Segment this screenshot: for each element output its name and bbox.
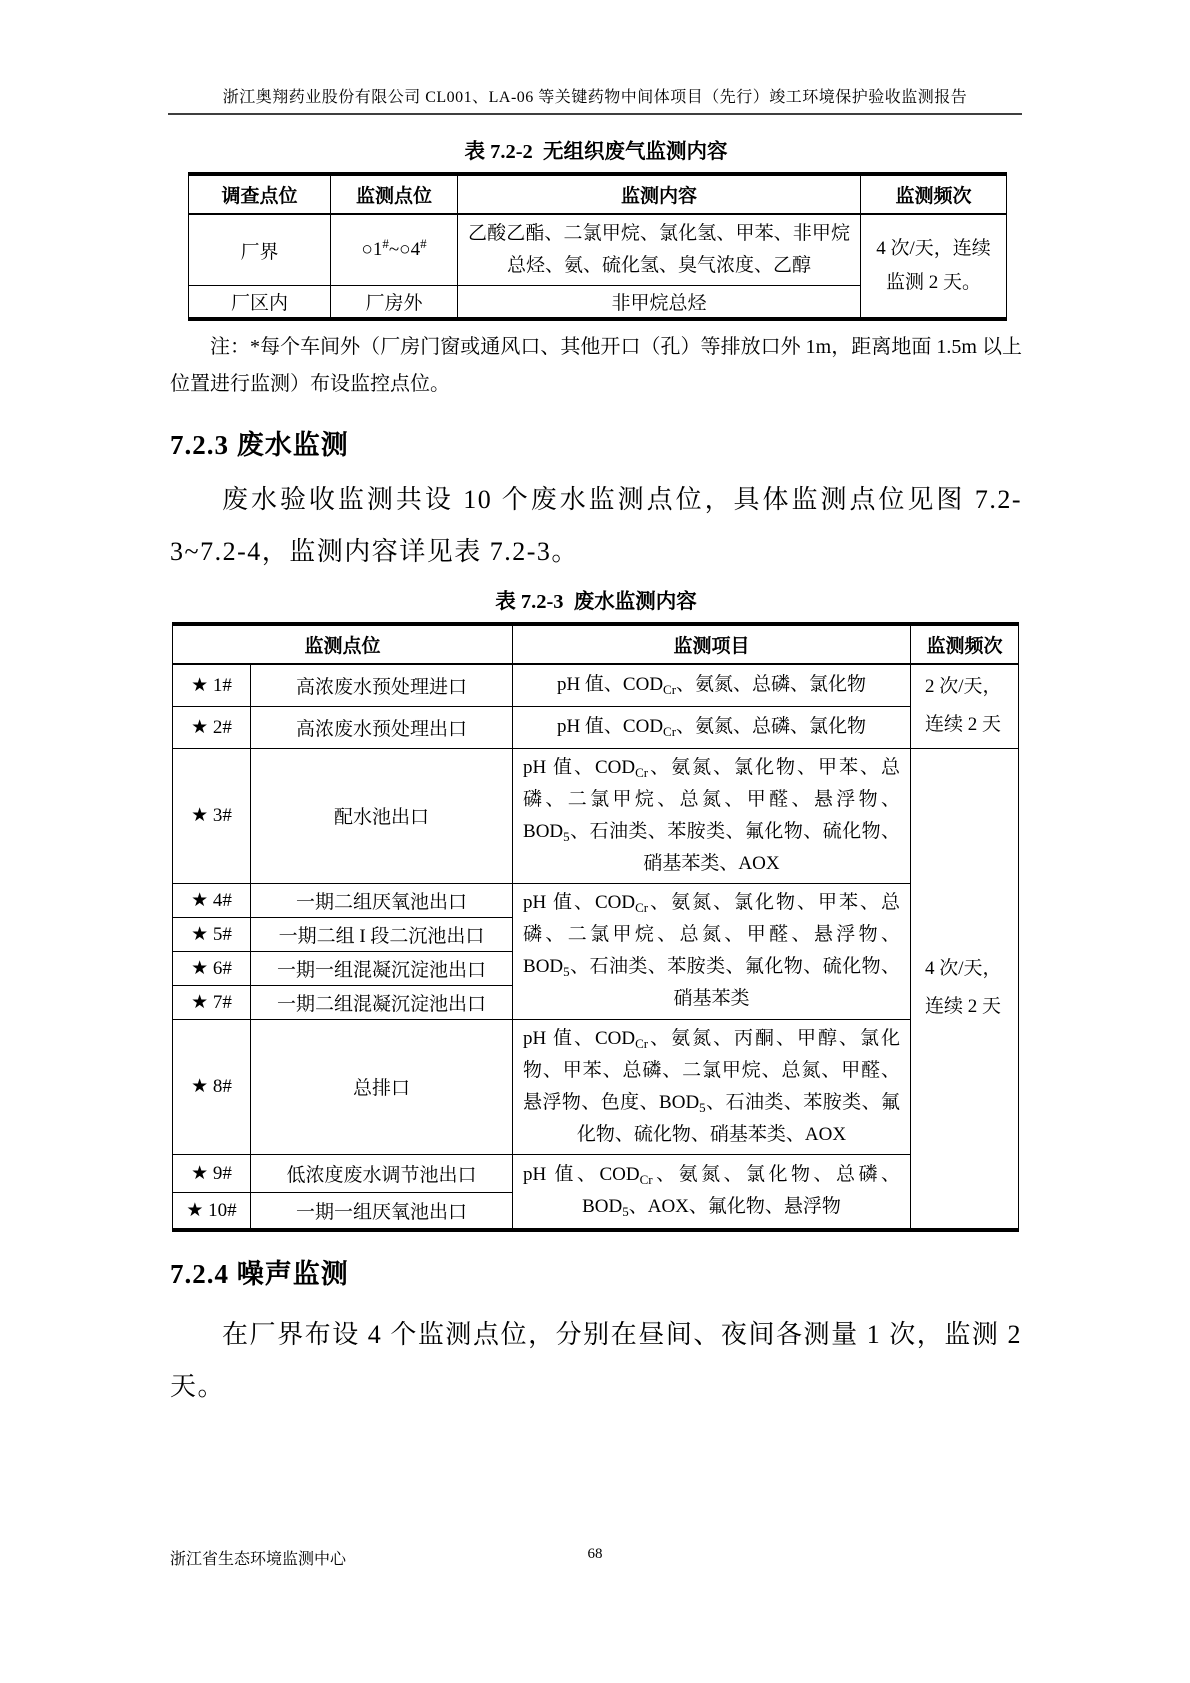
site-name-cell: 低浓度废水调节池出口 [251, 1154, 513, 1192]
footer-organization: 浙江省生态环境监测中心 [170, 1551, 347, 1568]
col-header-items: 监测项目 [513, 624, 911, 664]
wastewater-monitoring-table [172, 622, 1019, 1232]
site-name-cell: 总排口 [251, 1019, 513, 1154]
items-cell: pH 值、$COD_{Cr}$、氨氮、氯化物、总磷、$BOD_5$、AOX、氟化物、悬浮物 [513, 1154, 911, 1230]
table-header-row [173, 624, 1019, 664]
site-name-cell: 一期一组混凝沉淀池出口 [251, 951, 513, 985]
site-name-cell: 高浓废水预处理进口 [251, 664, 513, 706]
site-id-cell: ★ 9# [173, 1154, 251, 1192]
monitor-site-cell: ○1#~○4# [331, 214, 458, 286]
items-cell: pH 值、$COD_{Cr}$、氨氮、氯化物、甲苯、总磷、二氯甲烷、总氮、甲醛、悬浮物、$BOD_5$、石油类、苯胺类、氟化物、硫化物、硝基苯类 [513, 883, 911, 1019]
site-name-cell: 高浓废水预处理出口 [251, 706, 513, 748]
site-id-cell: ★ 4# [173, 883, 251, 917]
site-id-cell: ★ 5# [173, 917, 251, 951]
table-row [173, 748, 1019, 883]
site-id-cell: ★ 8# [173, 1019, 251, 1154]
frequency-cell: 4 次/天，连续监测 2 天。 [861, 214, 1007, 319]
site-id-cell: ★ 3# [173, 748, 251, 883]
table-row [173, 664, 1019, 706]
table-row [173, 883, 1019, 917]
noise-paragraph: 在厂界布设 4 个监测点位，分别在昼间、夜间各测量 1 次，监测 2 天。 [170, 1320, 1022, 1401]
monitor-site-cell: 厂房外 [331, 286, 458, 320]
frequency-cell: 4 次/天，连续 2 天 [911, 748, 1019, 1230]
col-header-content: 监测内容 [458, 174, 861, 214]
gas-monitoring-table [188, 172, 1007, 321]
page-number: 68 [587, 1546, 603, 1562]
items-cell: pH 值、$COD_{Cr}$、氨氮、总磷、氯化物 [513, 664, 911, 706]
site-id-cell: ★ 6# [173, 951, 251, 985]
site-name-cell: 配水池出口 [251, 748, 513, 883]
col-header-monitor-site: 监测点位 [331, 174, 458, 214]
items-cell: pH 值、$COD_{Cr}$、氨氮、丙酮、甲醇、氯化物、甲苯、总磷、二氯甲烷、总氮、甲醛、悬浮物、色度、$BOD_5$、石油类、苯胺类、氟化物、硫化物、硝基苯类、AOX [513, 1019, 911, 1154]
col-header-monitor-site: 监测点位 [173, 624, 513, 664]
section-heading-wastewater: 7.2.3 废水监测 [170, 430, 349, 460]
frequency-cell: 2 次/天，连续 2 天 [911, 664, 1019, 748]
table-note: 注：*每个车间外（厂房门窗或通风口、其他开口（孔）等排放口外 1m，距离地面 1.5m 以上位置进行监测）布设监控点位。 [170, 336, 1022, 395]
items-cell: pH 值、$COD_{Cr}$、氨氮、总磷、氯化物 [513, 706, 911, 748]
site-id-cell: ★ 10# [173, 1192, 251, 1230]
site-name-cell: 一期二组混凝沉淀池出口 [251, 985, 513, 1019]
page-footer [0, 1546, 1190, 1570]
table-row [173, 1154, 1019, 1192]
site-name-cell: 一期二组厌氧池出口 [251, 883, 513, 917]
table-row [189, 214, 1007, 286]
col-header-survey-site: 调查点位 [189, 174, 331, 214]
survey-site-cell: 厂界 [189, 214, 331, 286]
items-cell: pH 值、$COD_{Cr}$、氨氮、氯化物、甲苯、总磷、二氯甲烷、总氮、甲醛、悬浮物、$BOD_5$、石油类、苯胺类、氟化物、硫化物、硝基苯类、AOX [513, 748, 911, 883]
page-content [170, 128, 1022, 1413]
site-id-cell: ★ 1# [173, 664, 251, 706]
col-header-frequency: 监测频次 [911, 624, 1019, 664]
section-heading-noise: 7.2.4 噪声监测 [170, 1259, 349, 1289]
table-row [173, 706, 1019, 748]
table-row [173, 1019, 1019, 1154]
site-name-cell: 一期二组 I 段二沉池出口 [251, 917, 513, 951]
site-id-cell: ★ 2# [173, 706, 251, 748]
content-cell: 乙酸乙酯、二氯甲烷、氯化氢、甲苯、非甲烷总烃、氨、硫化氢、臭气浓度、乙醇 [458, 214, 861, 286]
survey-site-cell: 厂区内 [189, 286, 331, 320]
header-rule [168, 113, 1022, 115]
content-cell: 非甲烷总烃 [458, 286, 861, 320]
water-table-caption: 表 7.2-3 废水监测内容 [495, 591, 697, 613]
gas-table-caption: 表 7.2-2 无组织废气监测内容 [464, 141, 728, 163]
site-id-cell: ★ 7# [173, 985, 251, 1019]
col-header-frequency: 监测频次 [861, 174, 1007, 214]
wastewater-paragraph: 废水验收监测共设 10 个废水监测点位，具体监测点位见图 7.2-3~7.2-4，监测内容详见表 7.2-3。 [170, 485, 1022, 566]
table-header-row [189, 174, 1007, 214]
running-header: 浙江奥翔药业股份有限公司 CL001、LA-06 等关键药物中间体项目（先行）竣工环境保护验收监测报告 [222, 89, 968, 106]
site-name-cell: 一期一组厌氧池出口 [251, 1192, 513, 1230]
